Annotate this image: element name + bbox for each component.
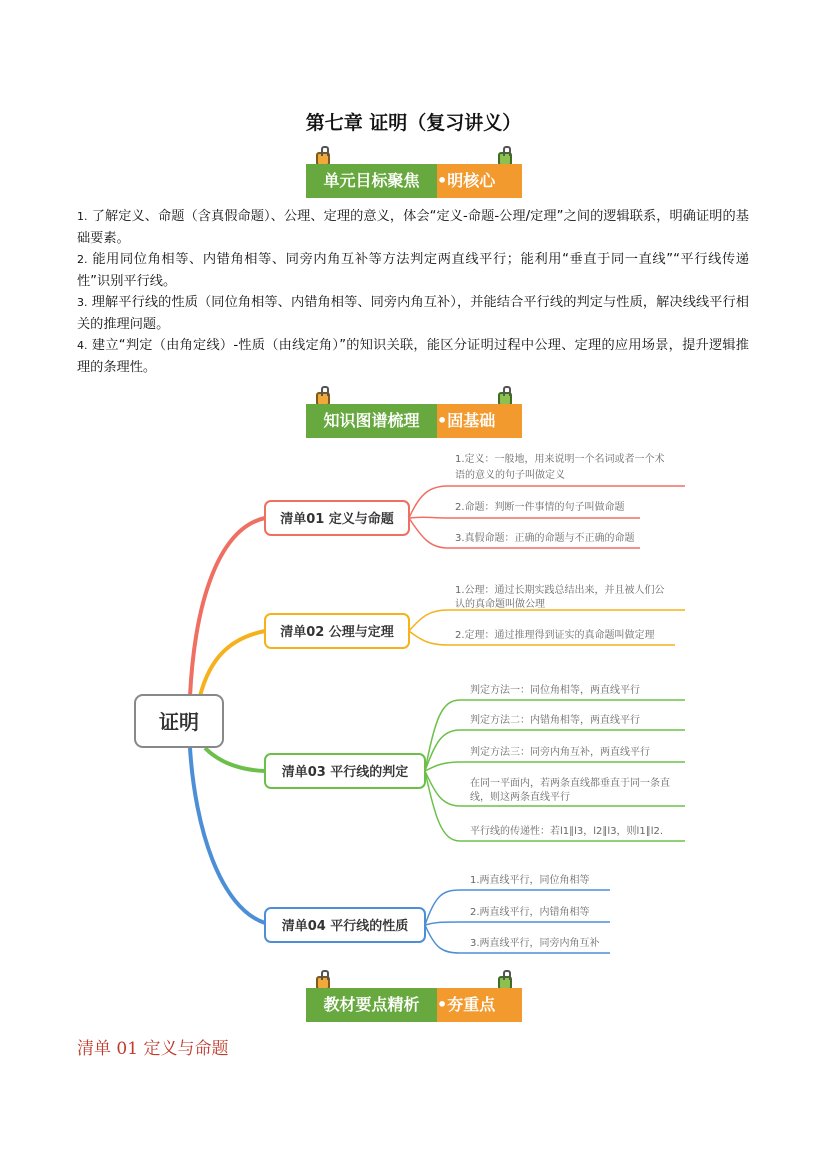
leaf-text: 判定方法三：同旁内角互补，两直线平行 bbox=[470, 747, 650, 758]
banner-label: 教材要点精析 bbox=[306, 988, 437, 1022]
banner-tag: •明核心 bbox=[437, 164, 522, 198]
leaf-text: 3.两直线平行，同旁内角互补 bbox=[470, 938, 600, 949]
goal-item: 1. 了解定义、命题（含真假命题）、公理、定理的意义，体会“定义-命题-公理/定理”之间的逻辑联系，明确证明的基础要素。 bbox=[77, 209, 749, 246]
leaf-text: 1.定义：一般地，用来说明一个名词或者一个术 bbox=[455, 454, 665, 465]
leaf-text: 1.两直线平行，同位角相等 bbox=[470, 875, 590, 886]
leaf-text: 语的意义的句子叫做定义 bbox=[455, 470, 565, 481]
banner-unit-goals bbox=[306, 164, 522, 198]
banner-knowledge-map bbox=[306, 404, 522, 438]
banner-key-points bbox=[306, 988, 522, 1022]
mind-map bbox=[130, 448, 700, 968]
leaf-text: 1.公理：通过长期实践总结出来，并且被人们公 bbox=[455, 585, 665, 596]
section-heading: 清单 01 定义与命题 bbox=[77, 1039, 229, 1059]
goal-item: 2. 能用同位角相等、内错角相等、同旁内角互补等方法判定两直线平行；能利用“垂直于同一直线”“平行线传递性”识别平行线。 bbox=[77, 252, 749, 289]
leaf-text: 线，则这两条直线平行 bbox=[470, 792, 570, 803]
leaf-text: 认的真命题叫做公理 bbox=[455, 599, 545, 610]
leaf-text: 平行线的传递性：若l1∥l3，l2∥l3，则l1∥l2. bbox=[470, 826, 664, 837]
leaf-text: 2.命题：判断一件事情的句子叫做命题 bbox=[455, 502, 625, 513]
goal-item: 4. 建立“判定（由角定线）-性质（由线定角）”的知识关联，能区分证明过程中公理、定理的应用场景，提升逻辑推理的条理性。 bbox=[77, 338, 749, 375]
root-label: 证明 bbox=[159, 710, 199, 734]
leaf-text: 2.两直线平行，内错角相等 bbox=[470, 907, 590, 918]
leaf-text: 在同一平面内，若两条直线都垂直于同一条直 bbox=[470, 778, 670, 789]
goal-item: 3. 理解平行线的性质（同位角相等、内错角相等、同旁内角互补），并能结合平行线的判定与性质，解决线线平行相关的推理问题。 bbox=[77, 295, 749, 332]
branch-label: 清单01 定义与命题 bbox=[280, 512, 394, 527]
page-title: 第七章 证明（复习讲义） bbox=[305, 112, 522, 134]
leaf-text: 3.真假命题：正确的命题与不正确的命题 bbox=[455, 533, 635, 544]
leaf-text: 判定方法二：内错角相等，两直线平行 bbox=[470, 715, 640, 726]
banner-tag: •夯重点 bbox=[437, 988, 522, 1022]
branch-label: 清单04 平行线的性质 bbox=[281, 919, 409, 934]
branch-label: 清单03 平行线的判定 bbox=[281, 765, 409, 780]
branch-label: 清单02 公理与定理 bbox=[280, 625, 394, 640]
leaf-text: 2.定理：通过推理得到证实的真命题叫做定理 bbox=[455, 630, 655, 641]
banner-tag: •固基础 bbox=[437, 404, 522, 438]
goals-list bbox=[77, 206, 749, 378]
leaf-text: 判定方法一：同位角相等，两直线平行 bbox=[470, 685, 640, 696]
banner-label: 知识图谱梳理 bbox=[306, 404, 437, 438]
banner-label: 单元目标聚焦 bbox=[306, 164, 437, 198]
